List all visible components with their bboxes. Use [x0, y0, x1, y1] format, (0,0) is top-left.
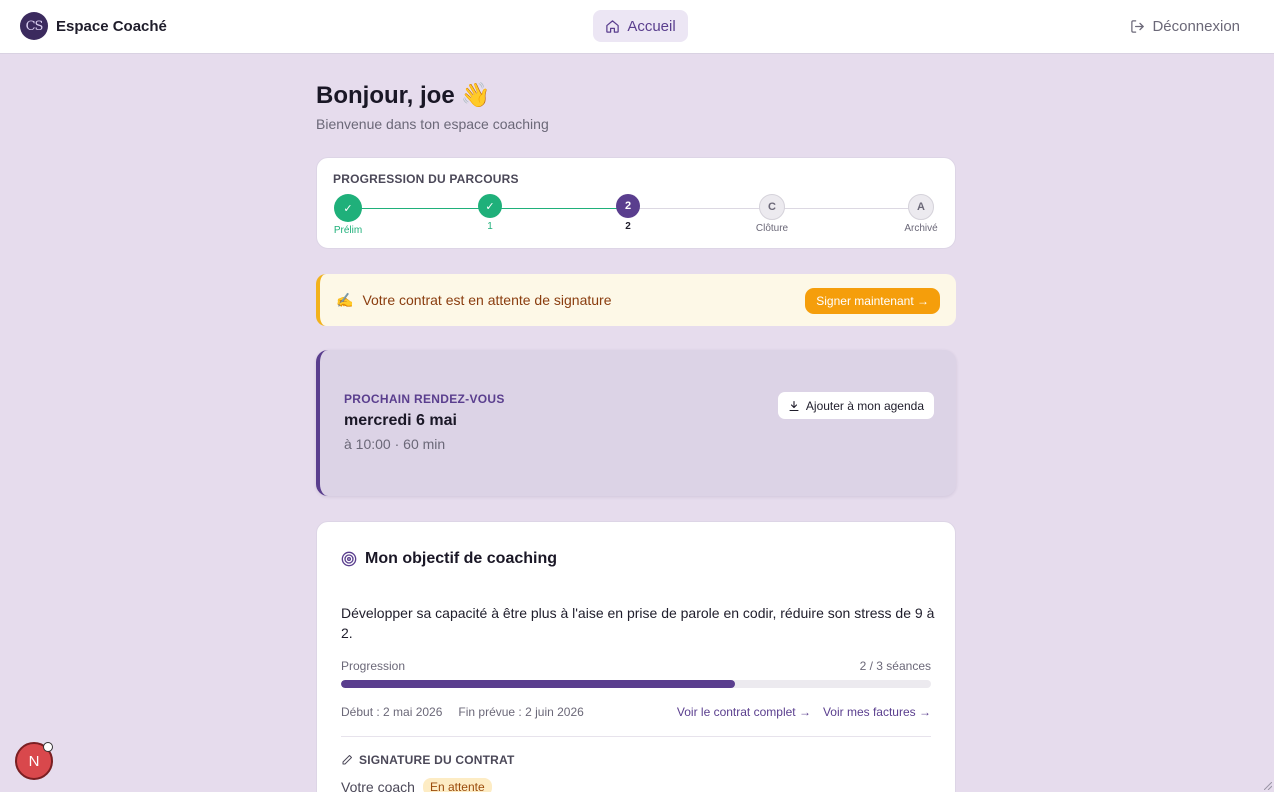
greeting-text: Bonjour, joe	[316, 81, 455, 109]
step-letter: A	[908, 194, 934, 220]
wave-emoji: 👋	[460, 82, 491, 109]
step-label: Archivé	[904, 223, 938, 234]
nav-home-label: Accueil	[627, 17, 676, 35]
end-date: Fin prévue : 2 juin 2026	[458, 705, 584, 719]
resize-grip-icon[interactable]	[1264, 782, 1272, 790]
greeting-heading	[316, 81, 956, 110]
step-check-icon: ✓	[478, 194, 502, 218]
step-cloture	[751, 194, 793, 234]
add-to-calendar-button[interactable]	[778, 392, 934, 419]
logout-button[interactable]	[1130, 18, 1240, 35]
brand-logo: CS	[20, 12, 48, 40]
step-archive	[901, 194, 941, 234]
writing-hand-icon: ✍️	[336, 291, 354, 308]
step-label: 2	[625, 221, 631, 232]
step-label: 1	[487, 221, 493, 232]
target-icon	[341, 551, 357, 567]
contract-pending-alert	[316, 274, 956, 326]
home-icon	[605, 19, 620, 34]
step-check-icon: ✓	[334, 194, 362, 222]
signature-section-title	[341, 753, 515, 767]
progress-count: 2 / 3 séances	[859, 659, 931, 673]
step-label: Clôture	[755, 223, 789, 234]
divider	[341, 736, 931, 737]
step-label: Prélim	[333, 225, 363, 236]
next-appointment-date: mercredi 6 mai	[344, 412, 457, 429]
brand-name: Espace Coaché	[56, 17, 167, 35]
contract-alert-text: Votre contrat est en attente de signature	[362, 292, 612, 308]
sign-now-button[interactable]: Signer maintenant →	[805, 288, 940, 314]
download-icon	[788, 400, 800, 412]
next-appointment-label: PROCHAIN RENDEZ-VOUS	[344, 392, 505, 406]
signature-title-text: SIGNATURE DU CONTRAT	[359, 753, 515, 767]
next-appointment-time: à 10:00 · 60 min	[344, 436, 446, 452]
objective-links	[677, 705, 931, 719]
greeting-subtitle: Bienvenue dans ton espace coaching	[316, 116, 549, 132]
progress-label: Progression	[341, 659, 406, 673]
logout-icon	[1130, 19, 1145, 34]
view-invoices-link[interactable]: Voir mes factures →	[822, 705, 931, 719]
objective-dates	[341, 705, 584, 719]
next-appointment-card	[316, 350, 956, 496]
progress-bar-fill	[341, 680, 735, 688]
step-letter: C	[759, 194, 785, 220]
step-2	[613, 194, 643, 232]
start-date: Début : 2 mai 2026	[341, 705, 443, 719]
brand[interactable]	[20, 12, 167, 40]
objective-header	[341, 550, 557, 568]
notification-dot	[43, 742, 53, 752]
signature-status-badge: En attente	[423, 778, 492, 792]
coaching-objective-card	[316, 521, 956, 792]
avatar-initial: N	[28, 752, 40, 770]
add-to-calendar-label: Ajouter à mon agenda	[805, 398, 924, 413]
main-content	[316, 54, 956, 792]
top-nav-bar	[0, 0, 1274, 54]
signature-row	[341, 778, 492, 792]
user-avatar-button[interactable]	[15, 742, 53, 780]
nav-home-button[interactable]	[593, 10, 688, 42]
pencil-icon	[341, 754, 353, 766]
step-1	[475, 194, 505, 232]
journey-progress-title: PROGRESSION DU PARCOURS	[333, 172, 519, 186]
signature-party: Votre coach	[341, 779, 415, 792]
journey-progress-card	[316, 157, 956, 249]
logout-label: Déconnexion	[1152, 18, 1240, 35]
step-number: 2	[616, 194, 640, 218]
view-contract-link[interactable]: Voir le contrat complet →	[676, 705, 811, 719]
progress-bar	[341, 680, 931, 688]
step-prelim	[333, 194, 363, 236]
objective-title: Mon objectif de coaching	[365, 550, 558, 567]
objective-description: Développer sa capacité à être plus à l'aise en prise de parole en codir, réduire son stress de 9 à 2.	[341, 605, 935, 641]
